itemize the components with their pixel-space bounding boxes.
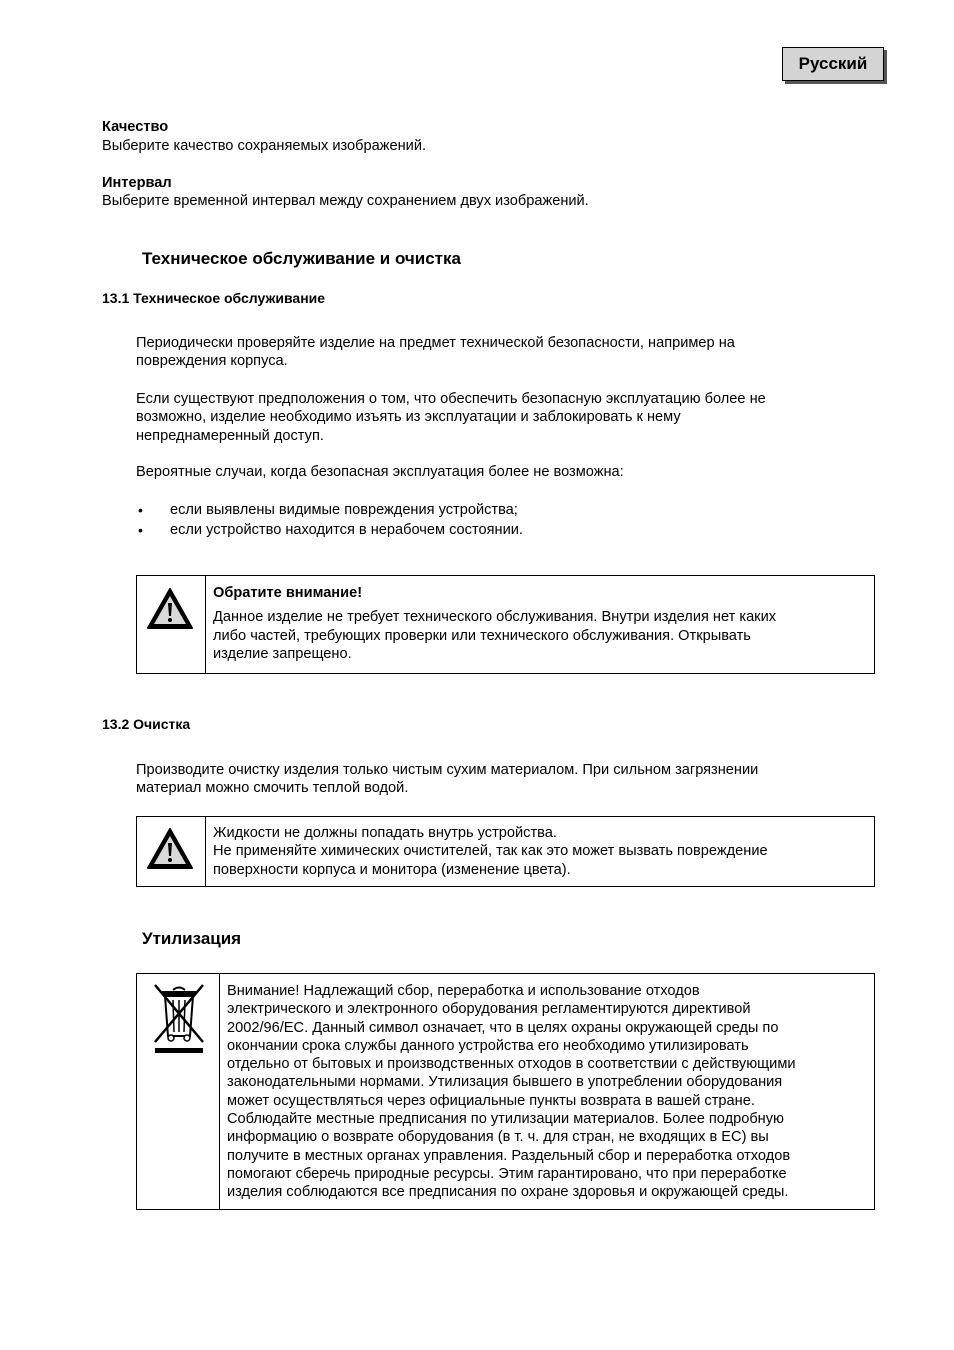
maintenance-paragraph-3: Вероятные случаи, когда безопасная эксплуатация более не возможна: bbox=[136, 464, 624, 480]
language-badge: Русский bbox=[782, 47, 884, 81]
quality-title: Качество bbox=[102, 119, 169, 135]
bullet-item: если устройство находится в нерабочем состоянии. bbox=[170, 522, 523, 538]
text-line: повреждения корпуса. bbox=[136, 353, 288, 370]
disposal-box bbox=[136, 973, 875, 1210]
text-line: возможно, изделие необходимо изъять из эксплуатации и заблокировать к нему bbox=[136, 409, 681, 426]
text-line: непреднамеренный доступ. bbox=[136, 427, 324, 444]
disposal-icon-cell bbox=[137, 974, 220, 1209]
notice-text bbox=[213, 824, 868, 879]
text-line: отдельно от бытовых и производственных отходов в соответствии с действующими bbox=[227, 1056, 796, 1073]
text-line: может осуществляться через официальные пункты возврата в вашей стране. bbox=[227, 1092, 755, 1109]
text-line: Периодически проверяйте изделие на предмет технической безопасности, например на bbox=[136, 335, 735, 351]
maintenance-subheading: 13.1 Техническое обслуживание bbox=[102, 290, 326, 306]
warning-icon-cell bbox=[137, 576, 206, 673]
warning-icon-cell bbox=[137, 817, 206, 886]
disposal-heading: Утилизация bbox=[142, 929, 242, 948]
bullet-marker: • bbox=[138, 522, 143, 538]
interval-text: Выберите временной интервал между сохранением двух изображений. bbox=[102, 193, 589, 209]
text-line: Жидкости не должны попадать внутрь устройства. bbox=[213, 825, 557, 841]
maintenance-notice-box bbox=[136, 575, 875, 674]
text-line: помогают сберечь природные ресурсы. Этим гарантировано, что при переработке bbox=[227, 1165, 787, 1182]
text-line: информацию о возврате оборудования (в т. ч. для стран, не входящих в ЕС) вы bbox=[227, 1129, 769, 1146]
text-line: 2002/96/ЕС. Данный символ означает, что в целях охраны окружающей среды по bbox=[227, 1019, 779, 1036]
text-line: Если существуют предположения о том, что обеспечить безопасную эксплуатацию более не bbox=[136, 391, 766, 407]
text-line: получите в местных органах управления. Раздельный сбор и переработка отходов bbox=[227, 1147, 791, 1164]
maintenance-paragraph-2 bbox=[136, 390, 856, 445]
quality-text: Выберите качество сохраняемых изображений. bbox=[102, 138, 427, 154]
interval-title: Интервал bbox=[102, 175, 172, 191]
cleaning-notice-box bbox=[136, 816, 875, 887]
text-line: Не применяйте химических очистителей, так как это может вызвать повреждение bbox=[213, 843, 768, 860]
disposal-text bbox=[227, 982, 869, 1202]
bullet-item: если выявлены видимые повреждения устройства; bbox=[170, 502, 518, 518]
notice-title: Обратите внимание! bbox=[213, 585, 363, 601]
text-line: окончании срока службы данного устройства его необходимо утилизировать bbox=[227, 1037, 749, 1054]
warning-triangle-icon bbox=[146, 827, 194, 871]
text-line: изделия соблюдаются все предписания по охране здоровья и окружающей среды. bbox=[227, 1184, 789, 1201]
cleaning-subheading: 13.2 Очистка bbox=[102, 716, 191, 732]
text-line: электрического и электронного оборудования регламентируются директивой bbox=[227, 1001, 751, 1018]
text-line: законодательными нормами. Утилизация бывшего в употреблении оборудования bbox=[227, 1074, 783, 1091]
crossed-bin-icon bbox=[149, 982, 209, 1054]
text-line: Внимание! Надлежащий сбор, переработка и использование отходов bbox=[227, 983, 700, 999]
warning-triangle-icon bbox=[146, 587, 194, 631]
text-line: поверхности корпуса и монитора (изменение цвета). bbox=[213, 861, 571, 878]
text-line: Данное изделие не требует технического обслуживания. Внутри изделия нет каких bbox=[213, 609, 777, 626]
notice-text bbox=[213, 584, 868, 663]
maintenance-paragraph-1 bbox=[136, 334, 856, 371]
text-line: изделие запрещено. bbox=[213, 645, 352, 662]
cleaning-paragraph bbox=[136, 761, 856, 798]
text-line: либо частей, требующих проверки или технического обслуживания. Открывать bbox=[213, 627, 751, 644]
text-line: материал можно смочить теплой водой. bbox=[136, 780, 409, 797]
text-line: Производите очистку изделия только чистым сухим материалом. При сильном загрязнении bbox=[136, 762, 759, 778]
maintenance-heading: Техническое обслуживание и очистка bbox=[142, 249, 461, 268]
bullet-marker: • bbox=[138, 502, 143, 518]
text-line: Соблюдайте местные предписания по утилизации материалов. Более подробную bbox=[227, 1111, 784, 1128]
